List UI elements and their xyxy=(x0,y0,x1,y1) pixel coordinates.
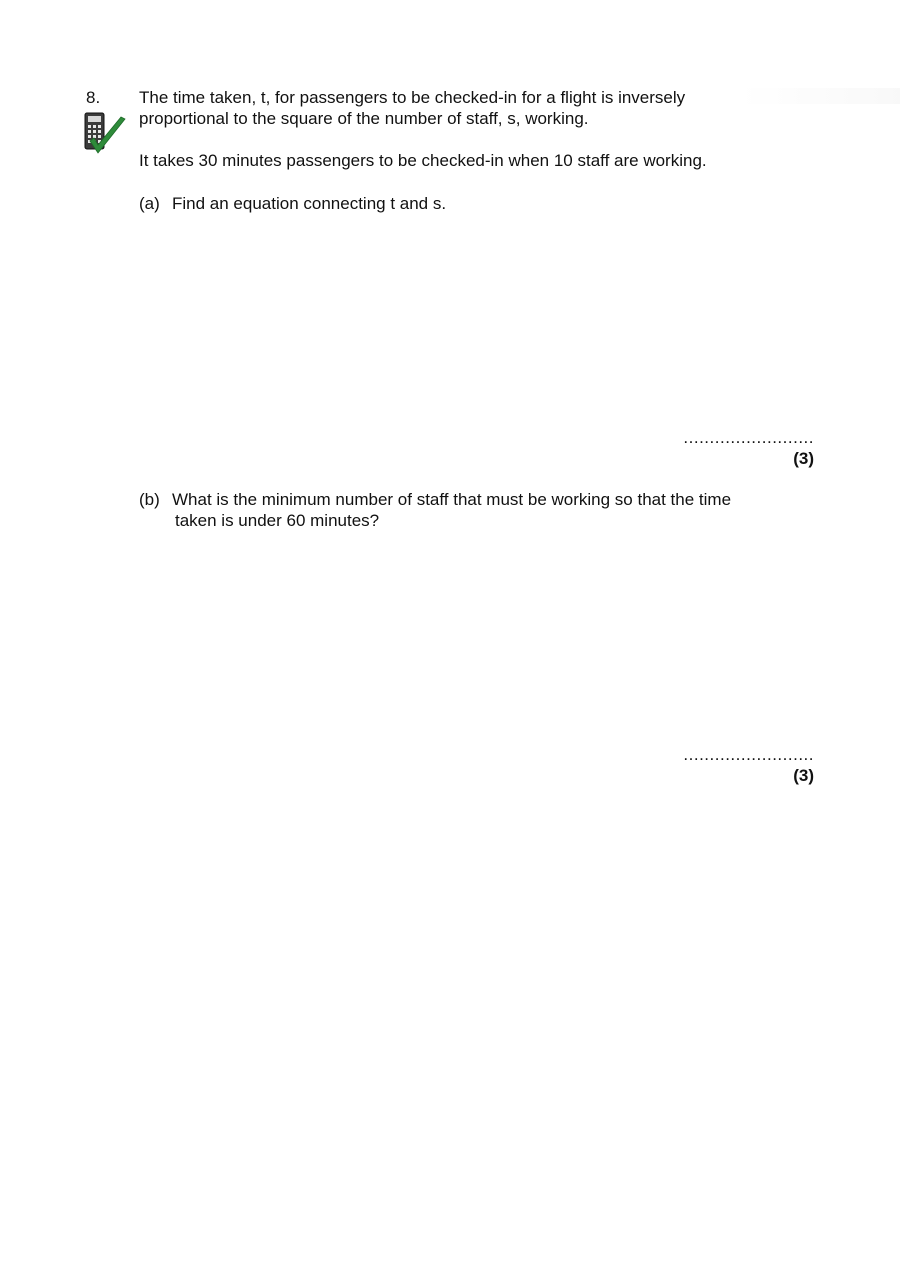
question-number: 8. xyxy=(86,88,101,107)
part-b-text-line-1: What is the minimum number of staff that must be working so that the time xyxy=(172,490,732,509)
question-info: It takes 30 minutes passengers to be checked-in when 10 staff are working. xyxy=(139,151,707,170)
header-shade xyxy=(740,88,900,104)
part-b-text-line-2: taken is under 60 minutes? xyxy=(175,511,380,530)
calculator-allowed-icon xyxy=(82,111,128,157)
part-b-question xyxy=(139,490,731,510)
part-a-text: Find an equation connecting t and s. xyxy=(172,194,447,213)
part-b-answer-line[interactable]: ......................... xyxy=(683,745,814,764)
part-a-label: (a) xyxy=(139,194,160,213)
part-a-question xyxy=(139,194,446,214)
question-stem-line-2: proportional to the square of the number of staff, s, working. xyxy=(139,109,589,128)
part-b-label: (b) xyxy=(139,490,160,509)
part-a-marks: (3) xyxy=(793,449,814,468)
question-stem-line-1: The time taken, t, for passengers to be checked-in for a flight is inversely xyxy=(139,88,686,107)
part-a-answer-line[interactable]: ......................... xyxy=(683,428,814,447)
part-b-marks: (3) xyxy=(793,766,814,785)
